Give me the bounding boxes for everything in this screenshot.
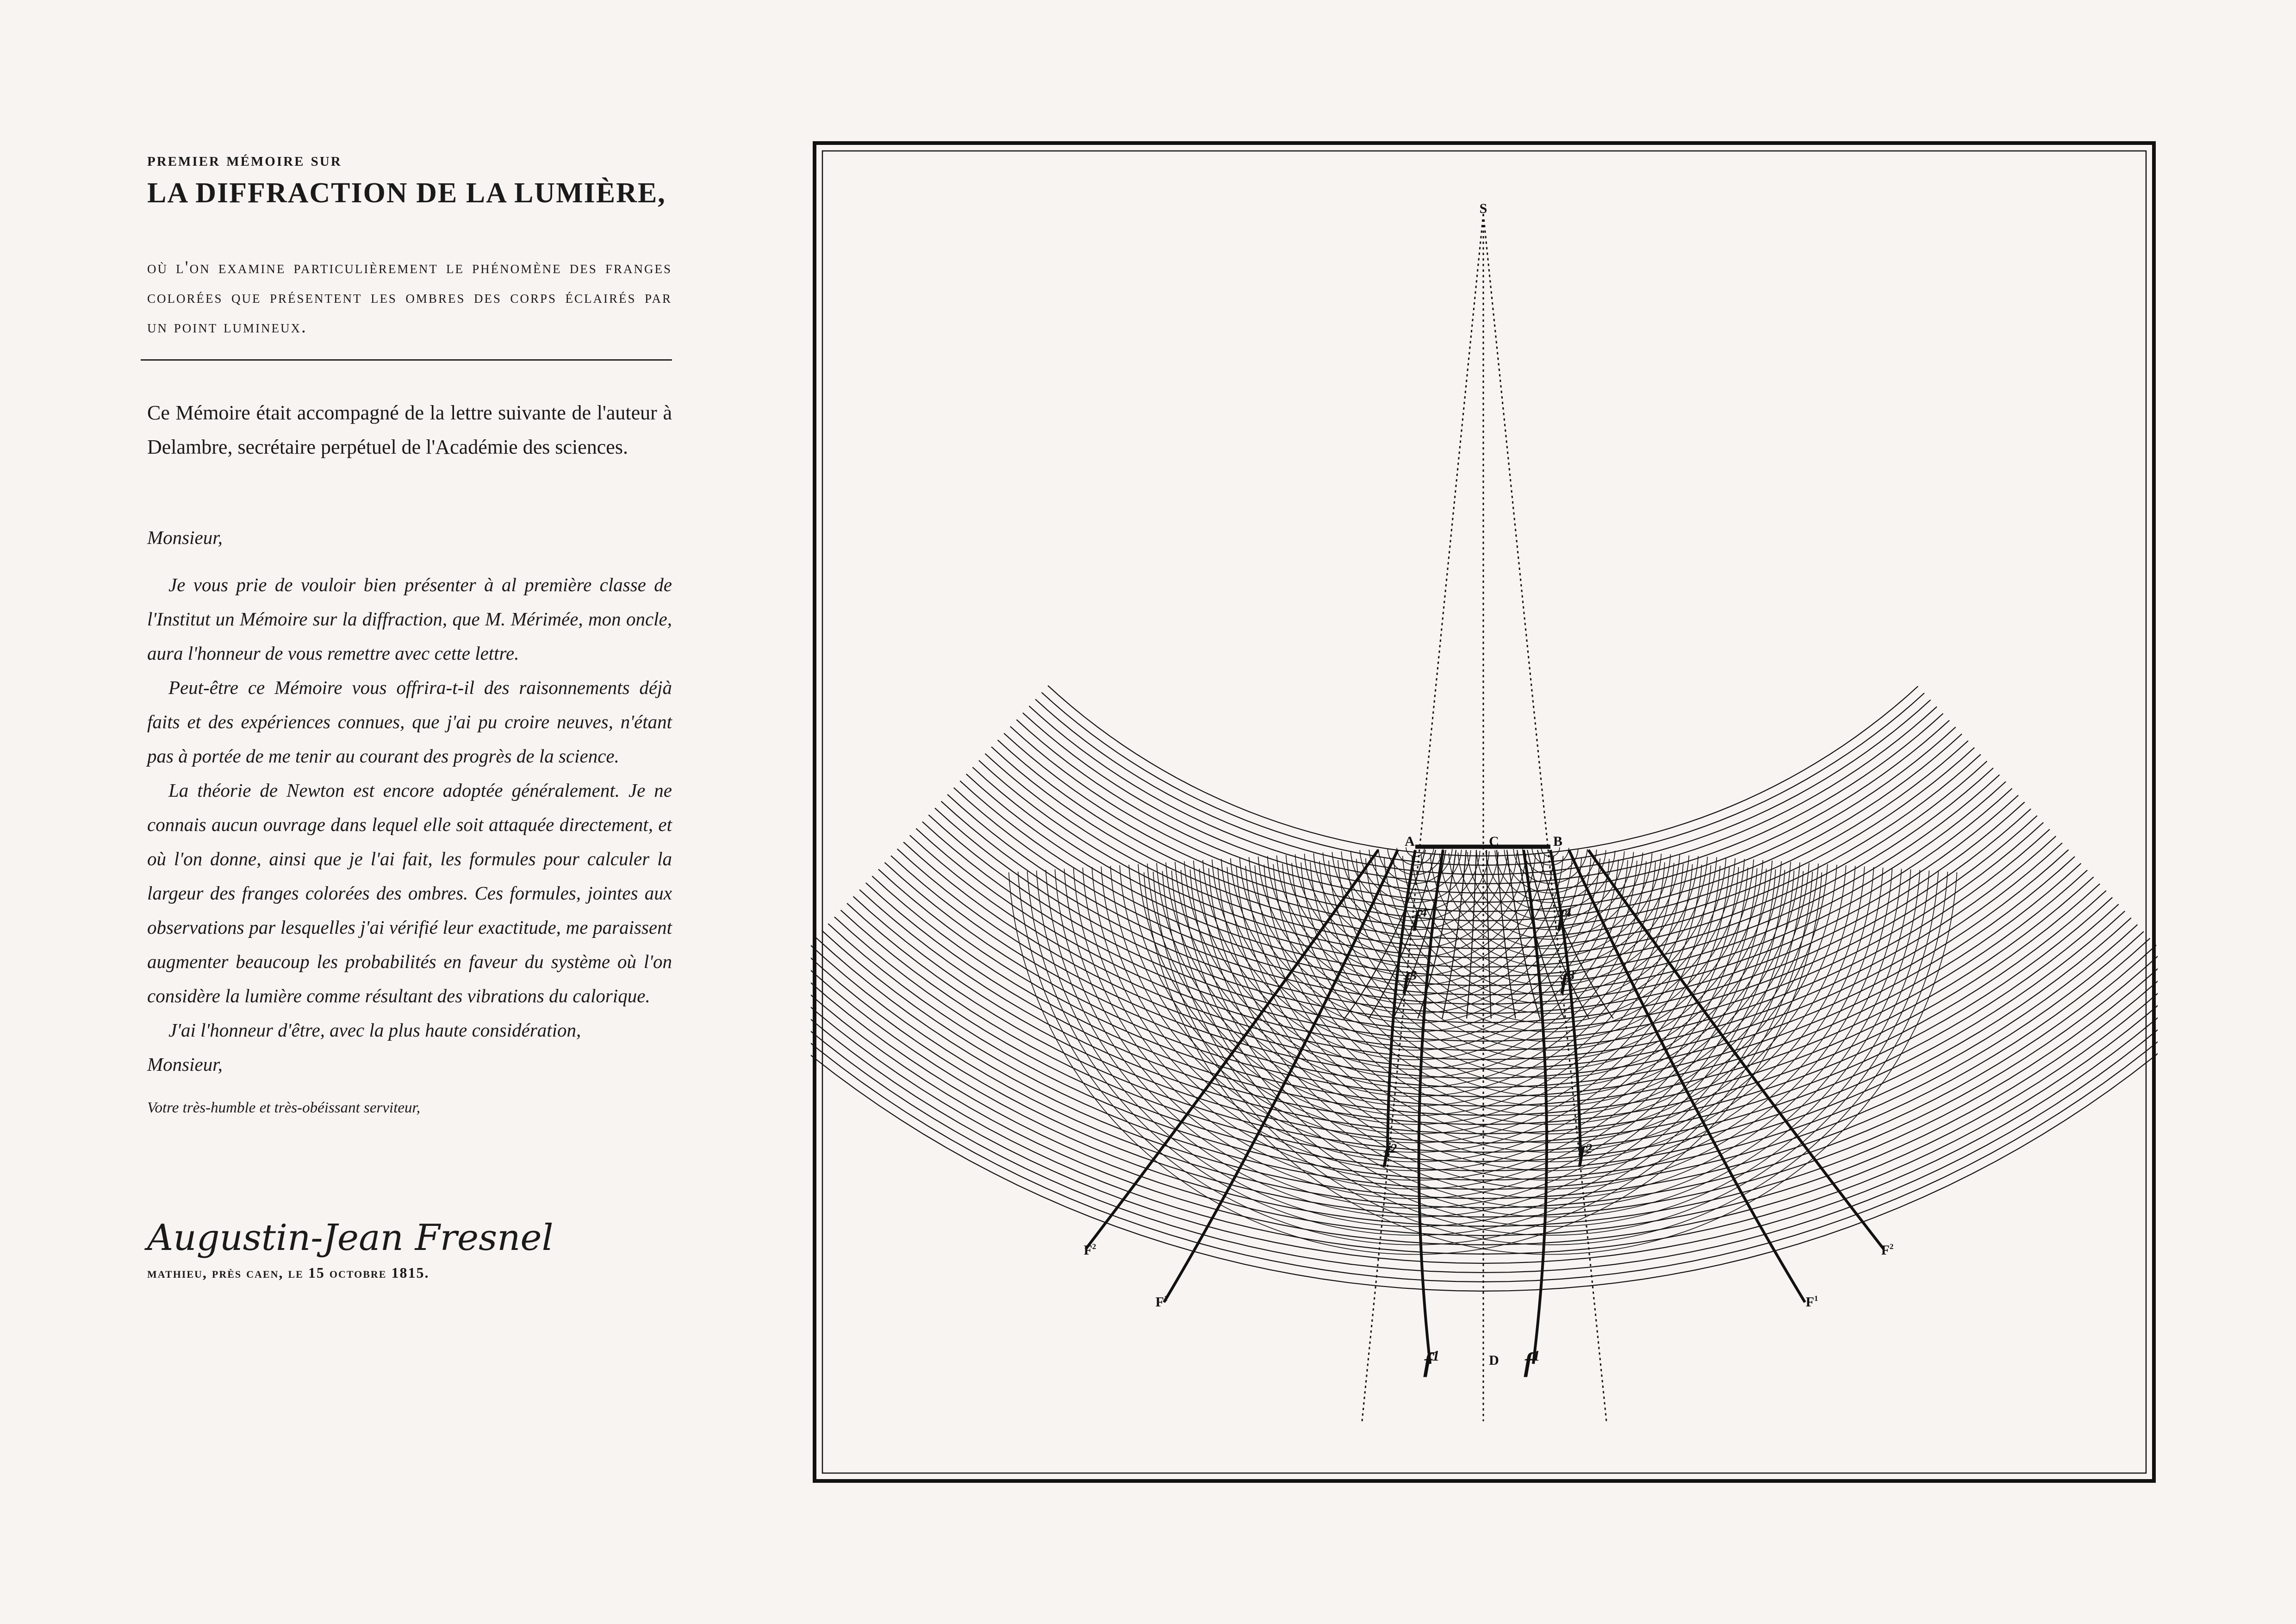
ray-lines <box>1362 214 1606 1421</box>
letter-body <box>147 520 672 1125</box>
subtitle: où l'on examine particulièrement le phénomène des franges colorées que présentent les ombres des corps éclairés par un point lumineux. <box>147 257 672 337</box>
label-c: C <box>1489 834 1499 849</box>
label-f2-left: $f^2$ <box>1382 1141 1397 1167</box>
diffraction-figure <box>811 139 2158 1485</box>
letter-paragraph-4: J'ai l'honneur d'être, avec la plus haute considération, <box>168 1019 581 1041</box>
letter-paragraph-2: Peut-être ce Mémoire vous offrira-t-il des raisonnements déjà faits et des expériences connues, que j'ai pu croire neuves, n'étant pas à portée de me tenir au courant des progrès de la science. <box>147 677 672 767</box>
divider-rule <box>141 359 672 361</box>
label-a: A <box>1405 834 1415 849</box>
label-s: S <box>1479 201 1487 216</box>
label-F1-right: $F^1$ <box>1805 1294 1818 1310</box>
diffraction-arc <box>1200 869 1902 1199</box>
signature: Augustin-Jean Fresnel <box>147 1217 554 1259</box>
label-f3-right: $f^3$ <box>1560 968 1575 994</box>
diffraction-arc <box>1356 859 1744 1041</box>
label-f4-left: $f^4$ <box>1412 905 1427 931</box>
wave-arc <box>811 992 2158 1273</box>
label-f4-right: $f^4$ <box>1557 905 1572 931</box>
wave-arc <box>811 971 2158 1245</box>
label-b: B <box>1553 834 1563 849</box>
title-line-1: premier mémoire sur <box>147 149 342 170</box>
figure-frame <box>815 143 2154 1481</box>
label-d: D <box>1489 1353 1499 1368</box>
label-f1-left: $f^1$ <box>1423 1347 1440 1377</box>
label-F1-left: $F^1$ <box>1155 1294 1168 1310</box>
diffraction-arc <box>1181 870 1920 1217</box>
diffraction-arc <box>1273 864 1828 1124</box>
place-date: mathieu, près caen, le 15 octobre 1815. <box>147 1264 429 1281</box>
fringe-curves <box>1083 850 1884 1364</box>
letter-valediction: Votre très-humble et très-obéissant serviteur, <box>147 1099 420 1116</box>
wave-arc <box>811 958 2158 1226</box>
ray-sa <box>1362 214 1483 1421</box>
label-f2-right: $f^2$ <box>1578 1141 1593 1167</box>
letter-closing: Monsieur, <box>147 1054 223 1075</box>
wave-arc <box>811 951 2158 1217</box>
wave-arcs <box>811 686 2158 1291</box>
letter-salutation: Monsieur, <box>147 527 223 548</box>
title-block <box>147 147 672 342</box>
inner-fringe <box>1487 850 1491 1018</box>
label-F2-right: $F^2$ <box>1881 1242 1894 1258</box>
label-F2-left: $F^2$ <box>1083 1242 1096 1258</box>
label-f3-left: $f^3$ <box>1402 968 1417 994</box>
label-f1-right: $f^1$ <box>1524 1347 1540 1377</box>
diffraction-arc <box>1221 859 1609 1041</box>
intro-paragraph: Ce Mémoire était accompagné de la lettre suivante de l'auteur à Delambre, secrétaire perpétuel de l'Académie des sciences. <box>147 401 672 458</box>
title-line-2: LA DIFFRACTION DE LA LUMIÈRE, <box>147 177 666 209</box>
letter-paragraph-1: Je vous prie de vouloir bien présenter à al première classe de l'Institut un Mémoire sur la diffraction, que M. Mérimée, mon oncle, aura l'honneur de vous remettre avec cette lettre. <box>147 574 672 664</box>
wave-arc <box>985 754 1981 949</box>
letter-paragraph-3: La théorie de Newton est encore adoptée généralement. Je ne connais aucun ouvrage dans lequel elle soit attaquée directement, et où l'on donne, ainsi que je l'ai fait, les formules pour calculer la largeur des franges colorées des ombres. Ces formules, jointes aux observations par lesquelles j'ai vérifié leur exactitude, me paraissent augmenter beaucoup les probabilités en faveur du système où l'on considère la lumière comme résultant des vibrations du calorique. <box>147 780 672 1006</box>
